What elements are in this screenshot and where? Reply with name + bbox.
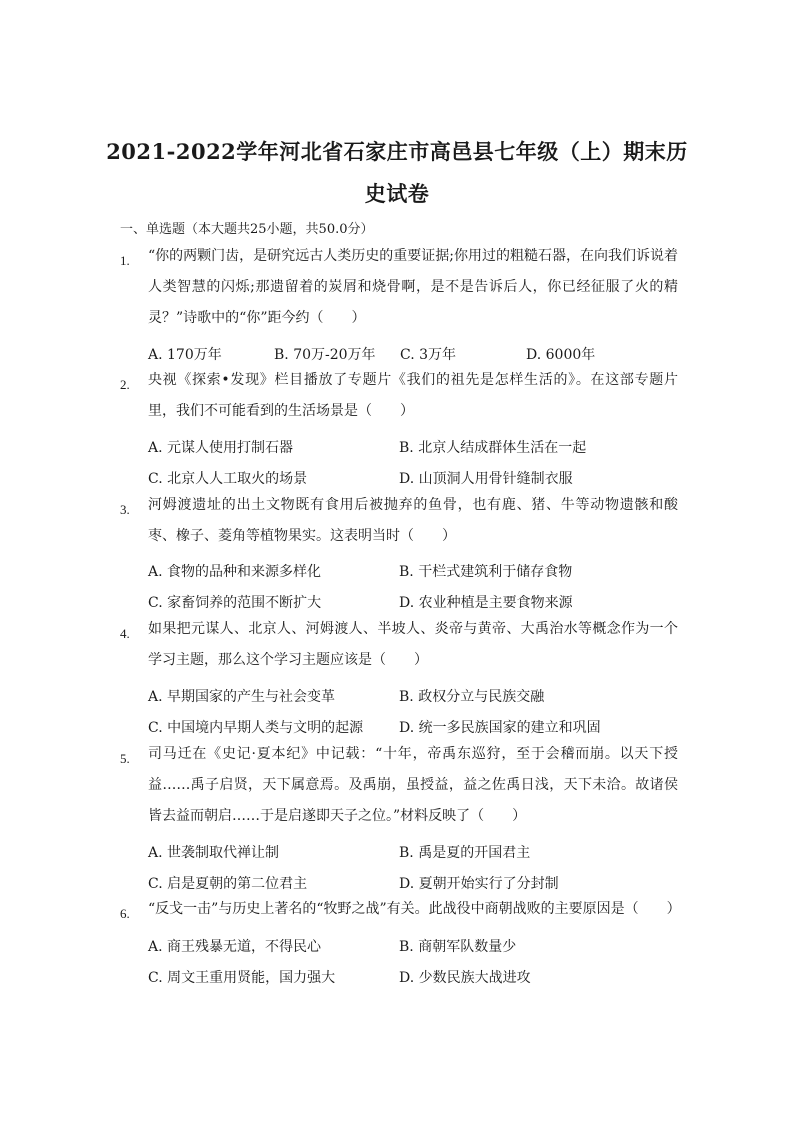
option-c: C. 中国境内早期人类与文明的起源 (148, 720, 364, 736)
exam-title-line2: 史试卷 (364, 181, 430, 206)
option-d: D. 山顶洞人用骨针缝制衣服 (399, 471, 573, 487)
question-stem: 央视《探索•发现》栏目播放了专题片《我们的祖先是怎样生活的》。在这部专题片里，我们不可能看到的生活场景是（ ） (148, 372, 678, 419)
option-c: C. 家畜饲养的范围不断扩大 (148, 595, 322, 611)
question-stem: “你的两颗门齿，是研究远古人类历史的重要证据;你用过的粗糙石器，在向我们诉说着人类智慧的闪烁;那遗留着的炭屑和烧骨啊，是不是告诉后人，你已经征服了火的精灵？”诗歌中的“你”距今约（ ） (148, 248, 678, 326)
option-d: D. 6000年 (526, 347, 596, 363)
option-d: D. 农业种植是主要食物来源 (399, 595, 573, 611)
question-stem: 河姆渡遗址的出土文物既有食用后被抛弃的鱼骨，也有鹿、猪、牛等动物遗骸和酸枣、橡子、菱角等植物果实。这表明当时（ ） (148, 497, 678, 544)
option-a: A. 食物的品种和来源多样化 (148, 564, 322, 580)
option-d: D. 少数民族大战进攻 (399, 970, 531, 986)
option-b: B. 商朝军队数量少 (399, 939, 517, 955)
question-number: 5. (120, 751, 130, 766)
exam-title-line1: 2021-2022学年河北省石家庄市高邑县七年级（上）期末历 (106, 139, 688, 164)
option-d: D. 夏朝开始实行了分封制 (399, 876, 559, 892)
option-d: D. 统一多民族国家的建立和巩固 (399, 720, 601, 736)
question-number: 3. (120, 502, 130, 517)
option-b: B. 70万-20万年 (274, 347, 376, 363)
option-b: B. 禹是夏的开国君主 (399, 845, 531, 861)
option-b: B. 干栏式建筑利于储存食物 (399, 564, 573, 580)
option-c: C. 3万年 (400, 347, 457, 363)
option-b: B. 政权分立与民族交融 (399, 689, 545, 705)
section-heading: 一、单选题（本大题共25小题，共50.0分） (120, 222, 374, 237)
question-stem: 如果把元谋人、北京人、河姆渡人、半坡人、炎帝与黄帝、大禹治水等概念作为一个学习主题，那么这个学习主题应该是（ ） (148, 621, 678, 668)
question-number: 2. (120, 377, 130, 392)
question-number: 1. (120, 253, 130, 268)
question-number: 6. (120, 906, 130, 921)
question-number: 4. (120, 626, 130, 641)
option-a: A. 商王残暴无道，不得民心 (148, 939, 322, 955)
question-stem: 司马迁在《史记·夏本纪》中记载：“十年，帝禹东巡狩，至于会稽而崩。以天下授益……禹子启贤，天下属意焉。及禹崩，虽授益，益之佐禹日浅，天下未洽。故诸侯皆去益而朝启……于是启遂即天子之位。”材料反映了（ ） (148, 746, 678, 824)
option-a: A. 世袭制取代禅让制 (148, 845, 280, 861)
option-c: C. 启是夏朝的第二位君主 (148, 876, 308, 892)
option-b: B. 北京人结成群体生活在一起 (399, 440, 587, 456)
option-a: A. 170万年 (148, 347, 222, 363)
option-a: A. 元谋人使用打制石器 (148, 440, 294, 456)
option-c: C. 北京人人工取火的场景 (148, 471, 308, 487)
option-c: C. 周文王重用贤能，国力强大 (148, 970, 336, 986)
option-a: A. 早期国家的产生与社会变革 (148, 689, 336, 705)
question-stem: “反戈一击”与历史上著名的“牧野之战”有关。此战役中商朝战败的主要原因是（ ） (148, 901, 681, 917)
